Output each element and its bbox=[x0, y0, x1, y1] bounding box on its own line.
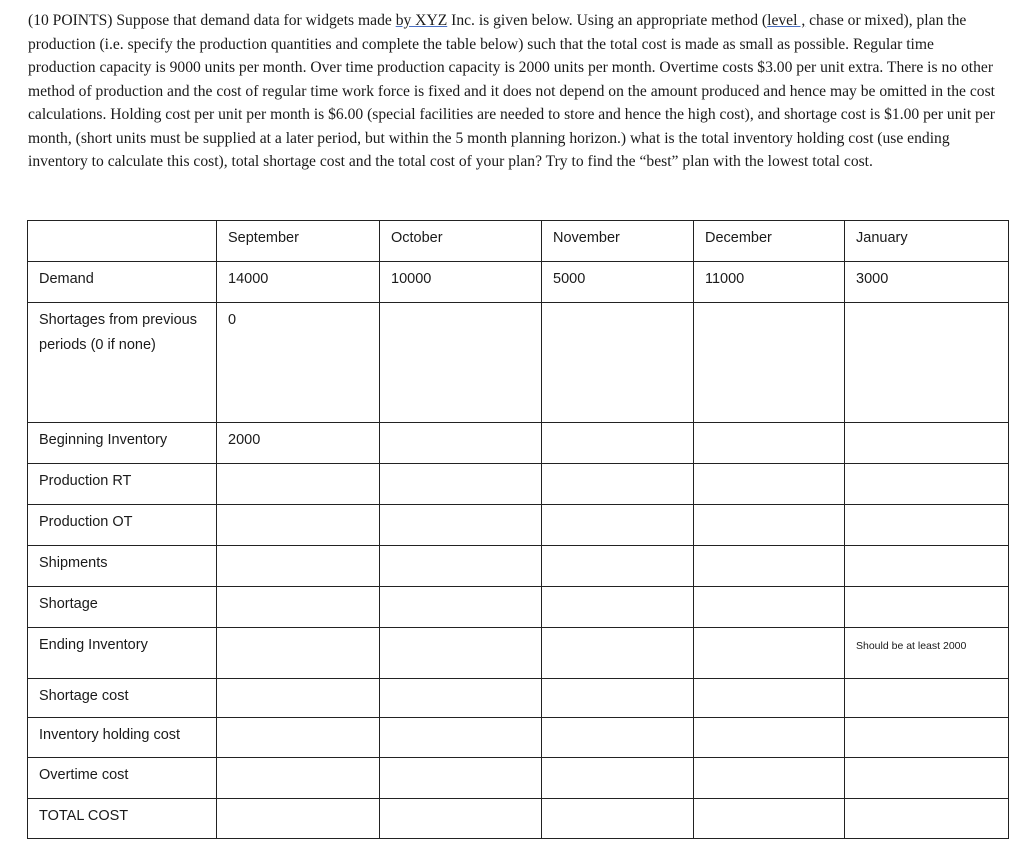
cell-inventory-holding-cost-december[interactable] bbox=[694, 718, 845, 758]
cell-inventory-holding-cost-november[interactable] bbox=[542, 718, 694, 758]
cell-shipments-october[interactable] bbox=[380, 546, 542, 587]
cell-shortage-november[interactable] bbox=[542, 587, 694, 628]
cell-shortages-from-previous-october[interactable] bbox=[380, 303, 542, 423]
row-label-production-rt: Production RT bbox=[28, 464, 217, 505]
cell-ending-inventory-december[interactable] bbox=[694, 628, 845, 679]
cell-production-ot-january[interactable] bbox=[845, 505, 1009, 546]
cell-demand-november[interactable]: 5000 bbox=[542, 262, 694, 303]
cell-shortages-from-previous-november[interactable] bbox=[542, 303, 694, 423]
cell-beginning-inventory-october[interactable] bbox=[380, 423, 542, 464]
cell-production-ot-november[interactable] bbox=[542, 505, 694, 546]
cell-shipments-november[interactable] bbox=[542, 546, 694, 587]
month-header-december: December bbox=[694, 221, 845, 262]
cell-ending-inventory-november[interactable] bbox=[542, 628, 694, 679]
cell-ending-inventory-september[interactable] bbox=[217, 628, 380, 679]
row-production-rt bbox=[28, 464, 1009, 505]
row-shipments bbox=[28, 546, 1009, 587]
problem-text-2: Inc. is given below. Using an appropriate method ( bbox=[447, 12, 768, 29]
cell-inventory-holding-cost-september[interactable] bbox=[217, 718, 380, 758]
cell-total-cost-september[interactable] bbox=[217, 799, 380, 839]
header-corner-cell bbox=[28, 221, 217, 262]
cell-production-ot-december[interactable] bbox=[694, 505, 845, 546]
row-production-ot bbox=[28, 505, 1009, 546]
cell-ending-inventory-october[interactable] bbox=[380, 628, 542, 679]
month-header-september: September bbox=[217, 221, 380, 262]
month-header-november: November bbox=[542, 221, 694, 262]
cell-total-cost-december[interactable] bbox=[694, 799, 845, 839]
cell-overtime-cost-september[interactable] bbox=[217, 758, 380, 799]
cell-shortage-september[interactable] bbox=[217, 587, 380, 628]
month-header-october: October bbox=[380, 221, 542, 262]
cell-overtime-cost-november[interactable] bbox=[542, 758, 694, 799]
row-label-overtime-cost: Overtime cost bbox=[28, 758, 217, 799]
cell-overtime-cost-december[interactable] bbox=[694, 758, 845, 799]
cell-ending-inventory-january[interactable] bbox=[845, 628, 1009, 679]
row-inventory-holding-cost bbox=[28, 718, 1009, 758]
cell-shortages-from-previous-january[interactable] bbox=[845, 303, 1009, 423]
cell-demand-october[interactable]: 10000 bbox=[380, 262, 542, 303]
row-shortage-cost bbox=[28, 679, 1009, 718]
cell-shortage-december[interactable] bbox=[694, 587, 845, 628]
cell-inventory-holding-cost-january[interactable] bbox=[845, 718, 1009, 758]
row-label-shortage-cost: Shortage cost bbox=[28, 679, 217, 718]
cell-beginning-inventory-december[interactable] bbox=[694, 423, 845, 464]
cell-shortage-january[interactable] bbox=[845, 587, 1009, 628]
cell-shortage-cost-october[interactable] bbox=[380, 679, 542, 718]
cell-production-rt-november[interactable] bbox=[542, 464, 694, 505]
row-label-beginning-inventory: Beginning Inventory bbox=[28, 423, 217, 464]
cell-shortage-october[interactable] bbox=[380, 587, 542, 628]
production-plan-table bbox=[27, 220, 1009, 839]
cell-production-rt-october[interactable] bbox=[380, 464, 542, 505]
problem-text-1: Suppose that demand data for widgets made bbox=[112, 12, 396, 29]
row-label-total-cost: TOTAL COST bbox=[28, 799, 217, 839]
points-label: (10 POINTS) bbox=[28, 12, 113, 29]
company-underlined: by XYZ bbox=[395, 12, 448, 29]
row-total-cost bbox=[28, 799, 1009, 839]
cell-overtime-cost-january[interactable] bbox=[845, 758, 1009, 799]
row-shortage bbox=[28, 587, 1009, 628]
cell-beginning-inventory-november[interactable] bbox=[542, 423, 694, 464]
cell-production-ot-september[interactable] bbox=[217, 505, 380, 546]
header-row bbox=[28, 221, 1009, 262]
row-overtime-cost bbox=[28, 758, 1009, 799]
cell-inventory-holding-cost-october[interactable] bbox=[380, 718, 542, 758]
cell-overtime-cost-october[interactable] bbox=[380, 758, 542, 799]
cell-production-ot-october[interactable] bbox=[380, 505, 542, 546]
cell-shipments-january[interactable] bbox=[845, 546, 1009, 587]
month-header-january: January bbox=[845, 221, 1009, 262]
cell-demand-september[interactable]: 14000 bbox=[217, 262, 380, 303]
row-label-inventory-holding-cost: Inventory holding cost bbox=[28, 718, 217, 758]
row-ending-inventory bbox=[28, 628, 1009, 679]
cell-beginning-inventory-january[interactable] bbox=[845, 423, 1009, 464]
row-beginning-inventory bbox=[28, 423, 1009, 464]
row-demand bbox=[28, 262, 1009, 303]
cell-production-rt-september[interactable] bbox=[217, 464, 380, 505]
row-label-shipments: Shipments bbox=[28, 546, 217, 587]
cell-shortages-from-previous-december[interactable] bbox=[694, 303, 845, 423]
row-shortages-from-previous bbox=[28, 303, 1009, 423]
row-label-production-ot: Production OT bbox=[28, 505, 217, 546]
cell-shortage-cost-november[interactable] bbox=[542, 679, 694, 718]
cell-shortage-cost-september[interactable] bbox=[217, 679, 380, 718]
ending-inventory-note: Should be at least 2000 bbox=[856, 640, 967, 652]
cell-shipments-december[interactable] bbox=[694, 546, 845, 587]
row-label-shortage: Shortage bbox=[28, 587, 217, 628]
cell-shortages-from-previous-september[interactable]: 0 bbox=[217, 303, 380, 423]
row-label-ending-inventory: Ending Inventory bbox=[28, 628, 217, 679]
cell-shortage-cost-january[interactable] bbox=[845, 679, 1009, 718]
cell-production-rt-december[interactable] bbox=[694, 464, 845, 505]
cell-total-cost-january[interactable] bbox=[845, 799, 1009, 839]
cell-shortage-cost-december[interactable] bbox=[694, 679, 845, 718]
cell-total-cost-november[interactable] bbox=[542, 799, 694, 839]
cell-demand-january[interactable]: 3000 bbox=[845, 262, 1009, 303]
cell-shipments-september[interactable] bbox=[217, 546, 380, 587]
cell-production-rt-january[interactable] bbox=[845, 464, 1009, 505]
problem-statement bbox=[28, 9, 996, 174]
problem-paragraph bbox=[28, 9, 996, 174]
cell-total-cost-october[interactable] bbox=[380, 799, 542, 839]
method-underlined: level , bbox=[767, 12, 806, 29]
problem-text-3: chase or mixed), plan the production (i.e. specify the production quantities and complete the table below) such that the total cost is made as small as possible. Regular time production capacity is 9000 units per month. Over time production capacity is 2000 units per month. Overtime costs $3.00 per unit extra. There is no other method of production and the cost of regular time work force is fixed and it does not depend on the amount produced and hence may be omitted in the cost calculations. Holding cost per unit per month is $6.00 (special facilities are needed to store and hence the high cost), and shortage cost is $1.00 per unit per month, (short units must be supplied at a later period, but within the 5 month planning horizon.) what is the total inventory holding cost (use ending inventory to calculate this cost), total shortage cost and the total cost of your plan? Try to find the “best” plan with the lowest total cost. bbox=[28, 12, 995, 170]
cell-demand-december[interactable]: 11000 bbox=[694, 262, 845, 303]
row-label-demand: Demand bbox=[28, 262, 217, 303]
cell-beginning-inventory-september[interactable]: 2000 bbox=[217, 423, 380, 464]
row-label-shortages-from-previous: Shortages from previous periods (0 if none) bbox=[28, 303, 217, 423]
